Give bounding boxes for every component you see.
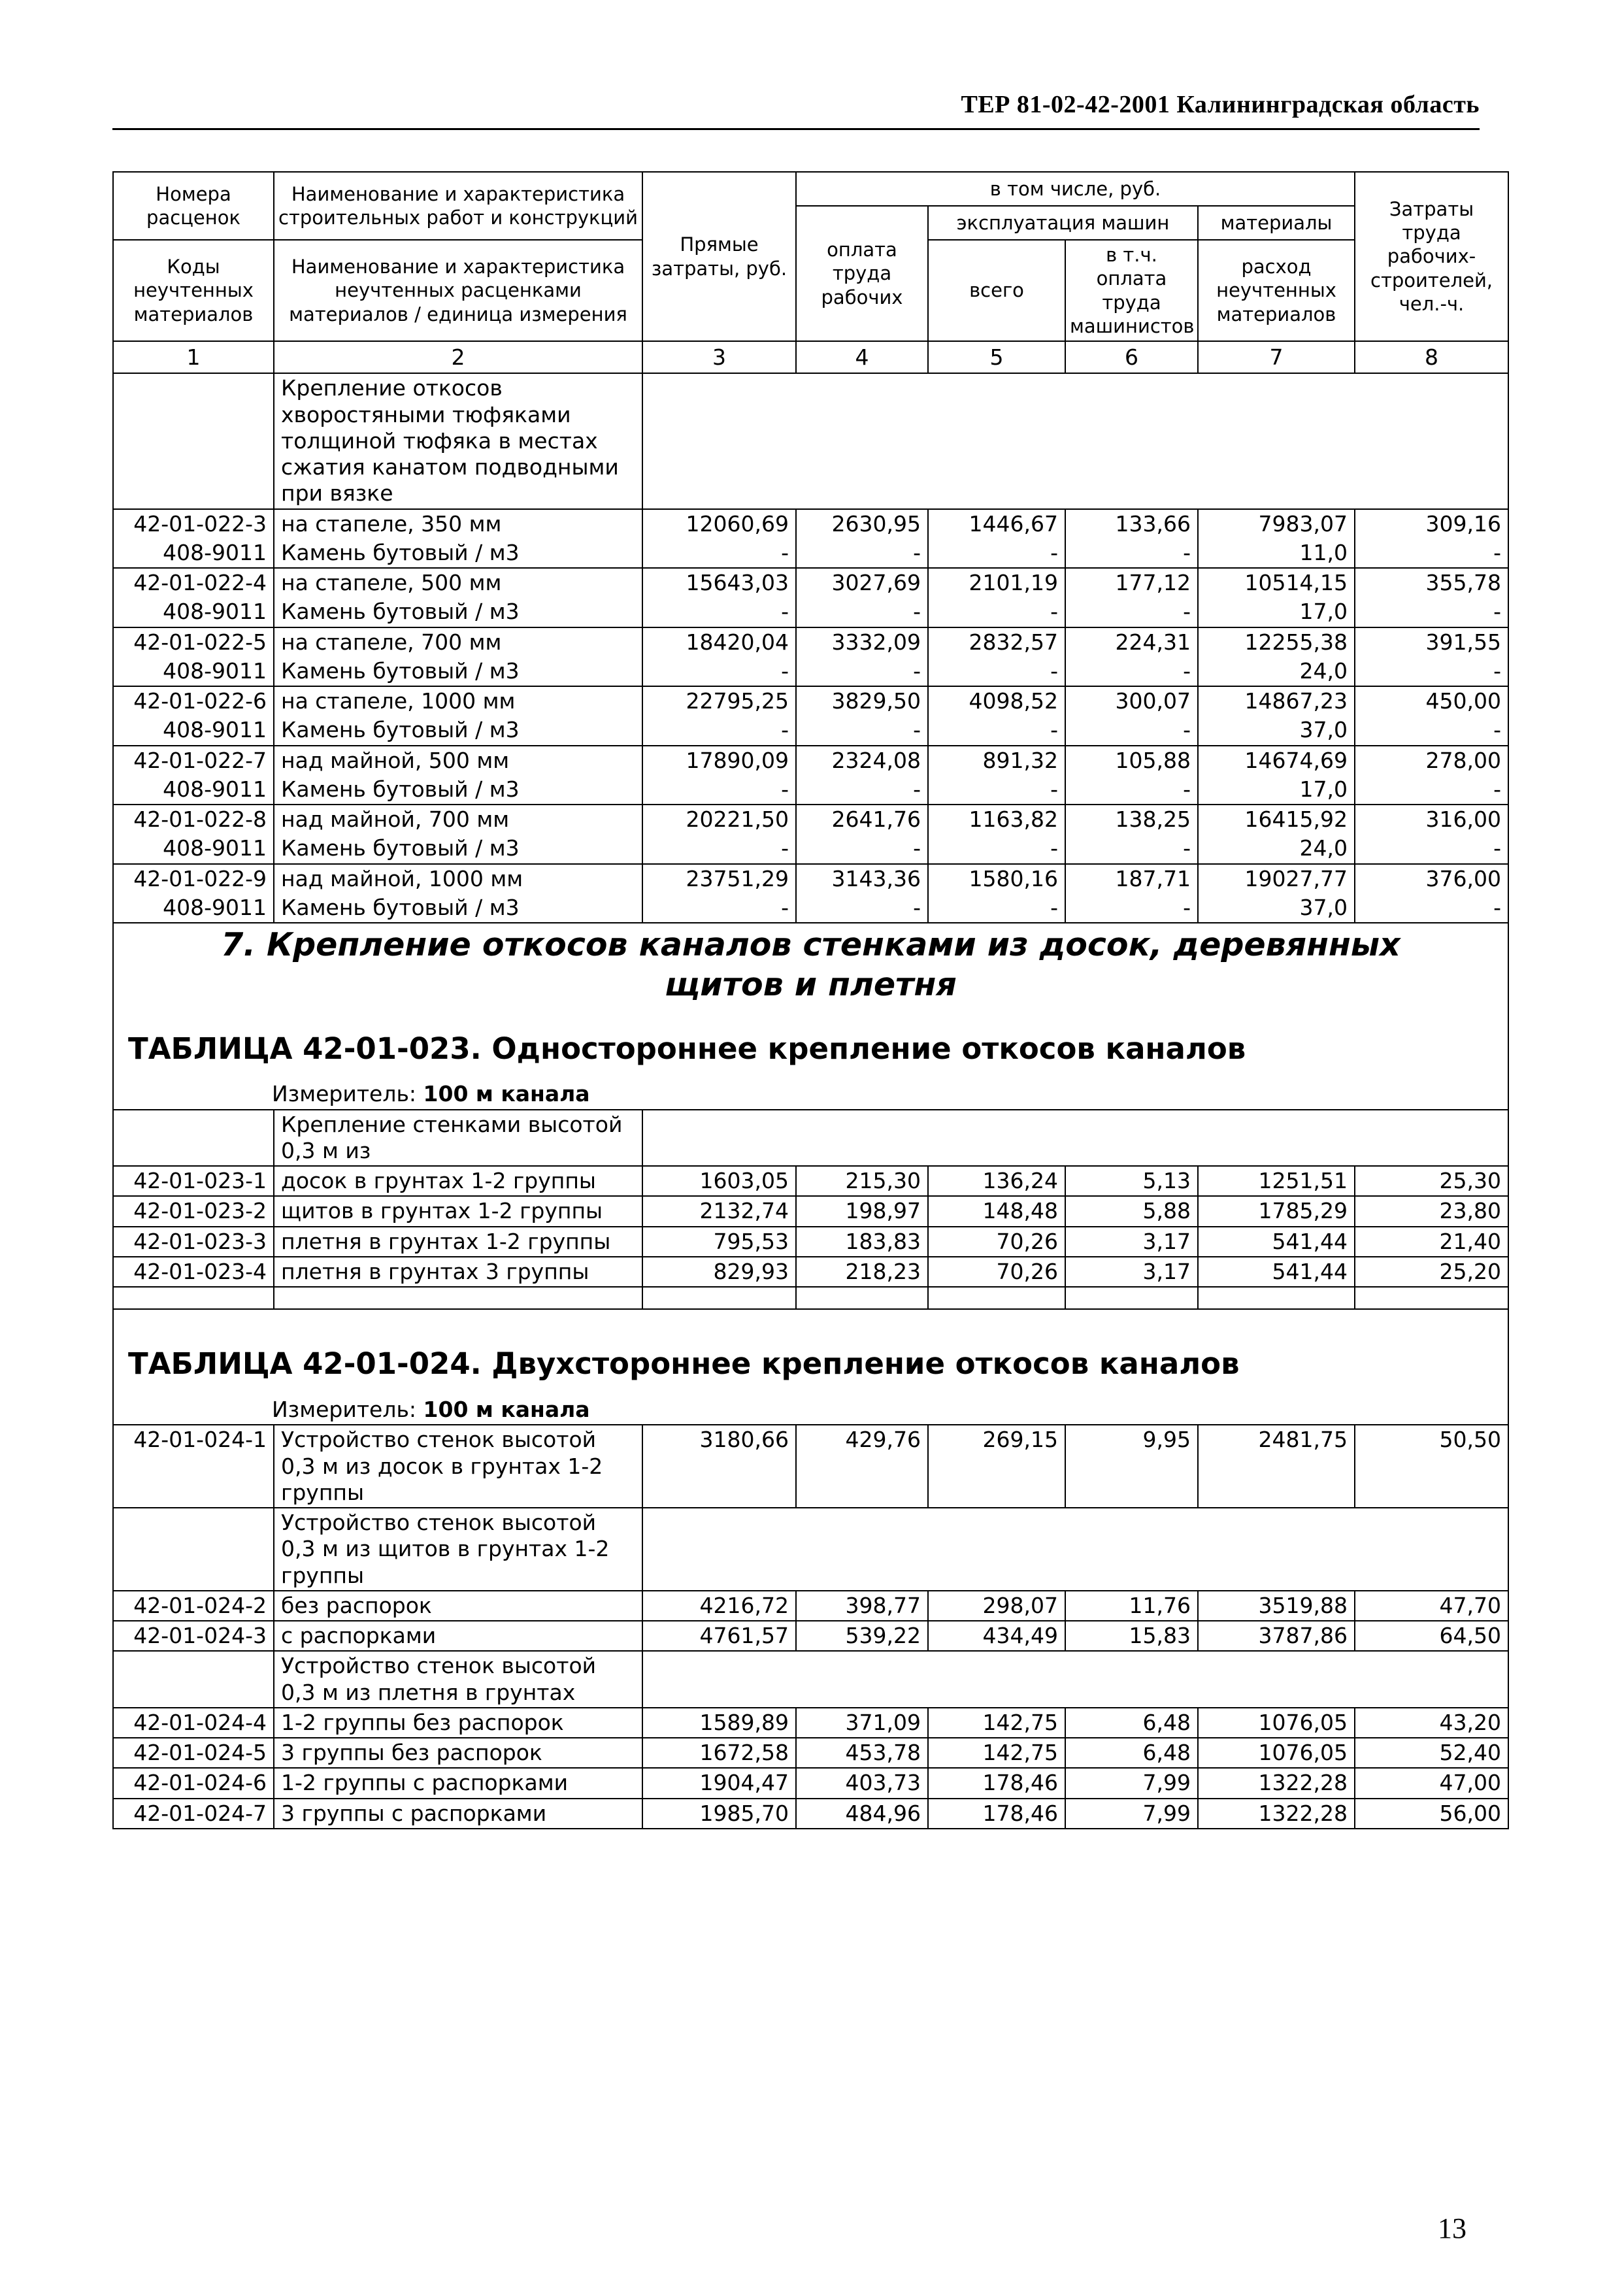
meter-value: 100 м канала <box>423 1081 590 1107</box>
meter-line <box>120 1397 1501 1423</box>
material-machinist-pay-cell: - <box>1065 716 1198 745</box>
rate-row <box>113 509 1508 539</box>
machines-total-cell: 1580,16 <box>928 864 1065 893</box>
worker-pay-cell: 403,73 <box>796 1768 928 1798</box>
material-direct-costs-cell: - <box>642 775 796 805</box>
worker-pay-cell: 2630,95 <box>796 509 928 539</box>
header-materials: материалы <box>1198 206 1355 240</box>
worker-pay-cell: 398,77 <box>796 1591 928 1621</box>
rate-name: щитов в грунтах 1-2 группы <box>274 1196 642 1226</box>
header-labor-costs: Затраты труда рабочих-строителей, чел.-ч. <box>1355 172 1508 341</box>
group-title-row <box>113 1508 1508 1591</box>
direct-costs-cell: 22795,25 <box>642 686 796 716</box>
rate-code: 42-01-024-5 <box>113 1738 274 1768</box>
labor-costs-cell: 376,00 <box>1355 864 1508 893</box>
material-row <box>113 597 1508 627</box>
labor-costs-cell: 355,78 <box>1355 568 1508 597</box>
material-rate-name: Камень бутовый / м3 <box>274 657 642 686</box>
section-row <box>113 923 1508 1110</box>
material-row <box>113 716 1508 745</box>
machines-total-cell: 4098,52 <box>928 686 1065 716</box>
material-machines-total-cell: - <box>928 775 1065 805</box>
rates-table <box>112 171 1509 1829</box>
material-direct-costs-cell: - <box>642 893 796 923</box>
machinist-pay-cell: 187,71 <box>1065 864 1198 893</box>
rate-name: досок в грунтах 1-2 группы <box>274 1166 642 1196</box>
material-direct-costs-cell: - <box>642 716 796 745</box>
worker-pay-cell: 215,30 <box>796 1166 928 1196</box>
header-work-name: Наименование и характеристика строительных работ и конструкций <box>274 172 642 240</box>
column-number: 2 <box>274 341 642 373</box>
rate-row <box>113 1738 1508 1768</box>
machinist-pay-cell: 224,31 <box>1065 627 1198 657</box>
material-machinist-pay-cell: - <box>1065 834 1198 863</box>
group-title-row <box>113 1651 1508 1708</box>
material-machinist-pay-cell: - <box>1065 893 1198 923</box>
material-worker-pay-cell: - <box>796 775 928 805</box>
material-worker-pay-cell: - <box>796 657 928 686</box>
machines-total-cell: 148,48 <box>928 1196 1065 1226</box>
worker-pay-cell: 539,22 <box>796 1621 928 1651</box>
materials-cell: 541,44 <box>1198 1227 1355 1257</box>
direct-costs-cell: 4216,72 <box>642 1591 796 1621</box>
meter-label: Измеритель: <box>272 1397 417 1423</box>
column-number: 5 <box>928 341 1065 373</box>
labor-costs-cell: 316,00 <box>1355 805 1508 834</box>
materials-cell: 541,44 <box>1198 1257 1355 1287</box>
machinist-pay-cell: 6,48 <box>1065 1738 1198 1768</box>
rate-code: 42-01-024-2 <box>113 1591 274 1621</box>
group-title: Крепление откосов хворостяными тюфяками толщиной тюфяка в местах сжатия канатом подводными при вязке <box>274 373 642 508</box>
material-materials-cell: 37,0 <box>1198 716 1355 745</box>
column-number: 4 <box>796 341 928 373</box>
meter-value: 100 м канала <box>423 1397 590 1423</box>
labor-costs-cell: 52,40 <box>1355 1738 1508 1768</box>
material-machines-total-cell: - <box>928 893 1065 923</box>
material-rate-name: Камень бутовый / м3 <box>274 775 642 805</box>
column-number: 1 <box>113 341 274 373</box>
rate-row <box>113 746 1508 775</box>
material-direct-costs-cell: - <box>642 539 796 568</box>
material-labor-costs-cell: - <box>1355 775 1508 805</box>
machines-total-cell: 2832,57 <box>928 627 1065 657</box>
material-row <box>113 893 1508 923</box>
rate-row <box>113 1799 1508 1829</box>
material-row <box>113 657 1508 686</box>
materials-cell: 14674,69 <box>1198 746 1355 775</box>
direct-costs-cell: 1985,70 <box>642 1799 796 1829</box>
rate-row <box>113 1196 1508 1226</box>
machinist-pay-cell: 5,13 <box>1065 1166 1198 1196</box>
rate-name: 1-2 группы с распорками <box>274 1768 642 1798</box>
materials-cell: 16415,92 <box>1198 805 1355 834</box>
rate-code: 42-01-023-2 <box>113 1196 274 1226</box>
rate-code: 42-01-023-1 <box>113 1166 274 1196</box>
rate-row <box>113 1227 1508 1257</box>
rate-code: 42-01-024-4 <box>113 1708 274 1738</box>
direct-costs-cell: 829,93 <box>642 1257 796 1287</box>
worker-pay-cell: 3143,36 <box>796 864 928 893</box>
materials-cell: 3787,86 <box>1198 1621 1355 1651</box>
material-materials-cell: 37,0 <box>1198 893 1355 923</box>
rate-code: 42-01-023-3 <box>113 1227 274 1257</box>
rate-row <box>113 568 1508 597</box>
machines-total-cell: 1446,67 <box>928 509 1065 539</box>
labor-costs-cell: 56,00 <box>1355 1799 1508 1829</box>
material-worker-pay-cell: - <box>796 539 928 568</box>
column-number: 8 <box>1355 341 1508 373</box>
rate-name: над майной, 1000 мм <box>274 864 642 893</box>
materials-cell: 1785,29 <box>1198 1196 1355 1226</box>
labor-costs-cell: 391,55 <box>1355 627 1508 657</box>
material-rate-name: Камень бутовый / м3 <box>274 834 642 863</box>
group-title: Крепление стенками высотой 0,3 м из <box>274 1110 642 1167</box>
machines-total-cell: 1163,82 <box>928 805 1065 834</box>
rate-code: 42-01-022-5 <box>113 627 274 657</box>
rate-row <box>113 1591 1508 1621</box>
rate-code: 42-01-022-8 <box>113 805 274 834</box>
rate-code: 42-01-024-1 <box>113 1425 274 1508</box>
rate-row <box>113 805 1508 834</box>
spacer-row <box>113 1287 1508 1309</box>
machinist-pay-cell: 177,12 <box>1065 568 1198 597</box>
rate-row <box>113 1257 1508 1287</box>
machinist-pay-cell: 5,88 <box>1065 1196 1198 1226</box>
direct-costs-cell: 12060,69 <box>642 509 796 539</box>
rate-code: 42-01-022-4 <box>113 568 274 597</box>
labor-costs-cell: 25,20 <box>1355 1257 1508 1287</box>
machines-total-cell: 2101,19 <box>928 568 1065 597</box>
material-machinist-pay-cell: - <box>1065 775 1198 805</box>
direct-costs-cell: 17890,09 <box>642 746 796 775</box>
direct-costs-cell: 1672,58 <box>642 1738 796 1768</box>
rate-code: 42-01-022-6 <box>113 686 274 716</box>
machines-total-cell: 70,26 <box>928 1227 1065 1257</box>
rate-row <box>113 1708 1508 1738</box>
rate-row <box>113 864 1508 893</box>
machinist-pay-cell: 138,25 <box>1065 805 1198 834</box>
rate-code: 42-01-022-7 <box>113 746 274 775</box>
group-title: Устройство стенок высотой 0,3 м из щитов в грунтах 1-2 группы <box>274 1508 642 1591</box>
header-direct-costs: Прямые затраты, руб. <box>642 172 796 341</box>
machinist-pay-cell: 133,66 <box>1065 509 1198 539</box>
meter-label: Измеритель: <box>272 1081 417 1107</box>
material-labor-costs-cell: - <box>1355 657 1508 686</box>
worker-pay-cell: 371,09 <box>796 1708 928 1738</box>
rate-code: 42-01-023-4 <box>113 1257 274 1287</box>
material-row <box>113 834 1508 863</box>
machines-total-cell: 178,46 <box>928 1768 1065 1798</box>
direct-costs-cell: 1904,47 <box>642 1768 796 1798</box>
material-materials-cell: 24,0 <box>1198 657 1355 686</box>
meter-line <box>120 1081 1501 1107</box>
machinist-pay-cell: 9,95 <box>1065 1425 1198 1508</box>
materials-cell: 19027,77 <box>1198 864 1355 893</box>
rate-name: с распорками <box>274 1621 642 1651</box>
labor-costs-cell: 43,20 <box>1355 1708 1508 1738</box>
material-worker-pay-cell: - <box>796 716 928 745</box>
rate-name: без распорок <box>274 1591 642 1621</box>
rate-row <box>113 686 1508 716</box>
material-materials-cell: 24,0 <box>1198 834 1355 863</box>
material-labor-costs-cell: - <box>1355 539 1508 568</box>
material-machinist-pay-cell: - <box>1065 539 1198 568</box>
machines-total-cell: 298,07 <box>928 1591 1065 1621</box>
worker-pay-cell: 429,76 <box>796 1425 928 1508</box>
direct-costs-cell: 3180,66 <box>642 1425 796 1508</box>
labor-costs-cell: 23,80 <box>1355 1196 1508 1226</box>
header-machines-total: всего <box>928 240 1065 341</box>
material-labor-costs-cell: - <box>1355 834 1508 863</box>
material-labor-costs-cell: - <box>1355 716 1508 745</box>
document-header: ТЕР 81-02-42-2001 Калининградская область <box>961 91 1480 118</box>
material-rate-name: Камень бутовый / м3 <box>274 893 642 923</box>
direct-costs-cell: 4761,57 <box>642 1621 796 1651</box>
machinist-pay-cell: 3,17 <box>1065 1257 1198 1287</box>
materials-cell: 1251,51 <box>1198 1166 1355 1196</box>
material-machines-total-cell: - <box>928 834 1065 863</box>
machinist-pay-cell: 7,99 <box>1065 1768 1198 1798</box>
section-row <box>113 1309 1508 1425</box>
machines-total-cell: 891,32 <box>928 746 1065 775</box>
machines-total-cell: 269,15 <box>928 1425 1065 1508</box>
labor-costs-cell: 25,30 <box>1355 1166 1508 1196</box>
group-title: Устройство стенок высотой 0,3 м из плетня в грунтах <box>274 1651 642 1708</box>
table-title: ТАБЛИЦА 42-01-024. Двухстороннее крепление откосов каналов <box>128 1346 1240 1382</box>
rate-name: над майной, 700 мм <box>274 805 642 834</box>
labor-costs-cell: 21,40 <box>1355 1227 1508 1257</box>
material-rate-code: 408-9011 <box>113 657 274 686</box>
rate-name: плетня в грунтах 1-2 группы <box>274 1227 642 1257</box>
material-machinist-pay-cell: - <box>1065 657 1198 686</box>
materials-cell: 1076,05 <box>1198 1738 1355 1768</box>
page-number: 13 <box>1438 2212 1467 2244</box>
header-machinist-pay: в т.ч. оплата труда машинистов <box>1065 240 1198 341</box>
header-material-codes: Коды неучтенных материалов <box>113 240 274 341</box>
worker-pay-cell: 3829,50 <box>796 686 928 716</box>
worker-pay-cell: 198,97 <box>796 1196 928 1226</box>
material-worker-pay-cell: - <box>796 834 928 863</box>
machines-total-cell: 178,46 <box>928 1799 1065 1829</box>
header-material-consumption: расход неучтенных материалов <box>1198 240 1355 341</box>
material-rate-code: 408-9011 <box>113 834 274 863</box>
rate-row <box>113 1768 1508 1798</box>
group-title-row <box>113 373 1508 508</box>
labor-costs-cell: 50,50 <box>1355 1425 1508 1508</box>
materials-cell: 10514,15 <box>1198 568 1355 597</box>
rate-name: 3 группы без распорок <box>274 1738 642 1768</box>
material-materials-cell: 17,0 <box>1198 597 1355 627</box>
worker-pay-cell: 484,96 <box>796 1799 928 1829</box>
machinist-pay-cell: 11,76 <box>1065 1591 1198 1621</box>
header-including: в том числе, руб. <box>796 172 1355 206</box>
materials-cell: 1322,28 <box>1198 1799 1355 1829</box>
machinist-pay-cell: 7,99 <box>1065 1799 1198 1829</box>
rate-row <box>113 1621 1508 1651</box>
rate-code: 42-01-022-3 <box>113 509 274 539</box>
labor-costs-cell: 450,00 <box>1355 686 1508 716</box>
machinist-pay-cell: 6,48 <box>1065 1708 1198 1738</box>
rate-code: 42-01-022-9 <box>113 864 274 893</box>
rate-name: 1-2 группы без распорок <box>274 1708 642 1738</box>
materials-cell: 12255,38 <box>1198 627 1355 657</box>
machinist-pay-cell: 105,88 <box>1065 746 1198 775</box>
machines-total-cell: 142,75 <box>928 1738 1065 1768</box>
material-direct-costs-cell: - <box>642 834 796 863</box>
rate-name: на стапеле, 500 мм <box>274 568 642 597</box>
rate-name: плетня в грунтах 3 группы <box>274 1257 642 1287</box>
worker-pay-cell: 453,78 <box>796 1738 928 1768</box>
material-rate-code: 408-9011 <box>113 716 274 745</box>
rate-name: над майной, 500 мм <box>274 746 642 775</box>
worker-pay-cell: 2641,76 <box>796 805 928 834</box>
labor-costs-cell: 64,50 <box>1355 1621 1508 1651</box>
materials-cell: 1076,05 <box>1198 1708 1355 1738</box>
machinist-pay-cell: 3,17 <box>1065 1227 1198 1257</box>
machinist-pay-cell: 15,83 <box>1065 1621 1198 1651</box>
labor-costs-cell: 278,00 <box>1355 746 1508 775</box>
column-number: 3 <box>642 341 796 373</box>
material-worker-pay-cell: - <box>796 597 928 627</box>
worker-pay-cell: 218,23 <box>796 1257 928 1287</box>
labor-costs-cell: 47,00 <box>1355 1768 1508 1798</box>
materials-cell: 1322,28 <box>1198 1768 1355 1798</box>
material-rate-code: 408-9011 <box>113 539 274 568</box>
material-machinist-pay-cell: - <box>1065 597 1198 627</box>
group-title-row <box>113 1110 1508 1167</box>
machinist-pay-cell: 300,07 <box>1065 686 1198 716</box>
rate-code: 42-01-024-3 <box>113 1621 274 1651</box>
materials-cell: 3519,88 <box>1198 1591 1355 1621</box>
material-worker-pay-cell: - <box>796 893 928 923</box>
material-row <box>113 775 1508 805</box>
direct-costs-cell: 1589,89 <box>642 1708 796 1738</box>
rate-row <box>113 627 1508 657</box>
material-direct-costs-cell: - <box>642 597 796 627</box>
materials-cell: 2481,75 <box>1198 1425 1355 1508</box>
rate-name: Устройство стенок высотой 0,3 м из досок в грунтах 1-2 группы <box>274 1425 642 1508</box>
direct-costs-cell: 23751,29 <box>642 864 796 893</box>
material-machines-total-cell: - <box>928 657 1065 686</box>
material-machines-total-cell: - <box>928 597 1065 627</box>
material-materials-cell: 11,0 <box>1198 539 1355 568</box>
material-labor-costs-cell: - <box>1355 893 1508 923</box>
rate-name: на стапеле, 700 мм <box>274 627 642 657</box>
section-title: 7. Крепление откосов каналов стенками из досок, деревянных щитов и плетня <box>221 926 1400 1004</box>
labor-costs-cell: 47,70 <box>1355 1591 1508 1621</box>
labor-costs-cell: 309,16 <box>1355 509 1508 539</box>
rate-name: 3 группы с распорками <box>274 1799 642 1829</box>
direct-costs-cell: 15643,03 <box>642 568 796 597</box>
rate-name: на стапеле, 1000 мм <box>274 686 642 716</box>
header-machine-operation: эксплуатация машин <box>928 206 1198 240</box>
machines-total-cell: 136,24 <box>928 1166 1065 1196</box>
worker-pay-cell: 183,83 <box>796 1227 928 1257</box>
rate-code: 42-01-024-6 <box>113 1768 274 1798</box>
materials-cell: 7983,07 <box>1198 509 1355 539</box>
rate-name: на стапеле, 350 мм <box>274 509 642 539</box>
material-row <box>113 539 1508 568</box>
direct-costs-cell: 1603,05 <box>642 1166 796 1196</box>
direct-costs-cell: 20221,50 <box>642 805 796 834</box>
material-rate-name: Камень бутовый / м3 <box>274 716 642 745</box>
material-machines-total-cell: - <box>928 539 1065 568</box>
worker-pay-cell: 3332,09 <box>796 627 928 657</box>
machines-total-cell: 70,26 <box>928 1257 1065 1287</box>
header-rate-numbers: Номера расценок <box>113 172 274 240</box>
machines-total-cell: 142,75 <box>928 1708 1065 1738</box>
direct-costs-cell: 795,53 <box>642 1227 796 1257</box>
header-worker-pay: оплата труда рабочих <box>796 206 928 341</box>
rate-code: 42-01-024-7 <box>113 1799 274 1829</box>
material-labor-costs-cell: - <box>1355 597 1508 627</box>
rate-row <box>113 1166 1508 1196</box>
direct-costs-cell: 2132,74 <box>642 1196 796 1226</box>
material-direct-costs-cell: - <box>642 657 796 686</box>
machines-total-cell: 434,49 <box>928 1621 1065 1651</box>
material-rate-code: 408-9011 <box>113 893 274 923</box>
material-rate-code: 408-9011 <box>113 775 274 805</box>
direct-costs-cell: 18420,04 <box>642 627 796 657</box>
column-number: 6 <box>1065 341 1198 373</box>
table-title: ТАБЛИЦА 42-01-023. Одностороннее крепление откосов каналов <box>128 1031 1246 1066</box>
header-rule <box>112 128 1480 130</box>
column-number: 7 <box>1198 341 1355 373</box>
worker-pay-cell: 2324,08 <box>796 746 928 775</box>
material-materials-cell: 17,0 <box>1198 775 1355 805</box>
material-machines-total-cell: - <box>928 716 1065 745</box>
rate-row <box>113 1425 1508 1508</box>
header-material-name: Наименование и характеристика неучтенных расценками материалов / единица измерения <box>274 240 642 341</box>
material-rate-name: Камень бутовый / м3 <box>274 597 642 627</box>
material-rate-name: Камень бутовый / м3 <box>274 539 642 568</box>
materials-cell: 14867,23 <box>1198 686 1355 716</box>
worker-pay-cell: 3027,69 <box>796 568 928 597</box>
material-rate-code: 408-9011 <box>113 597 274 627</box>
